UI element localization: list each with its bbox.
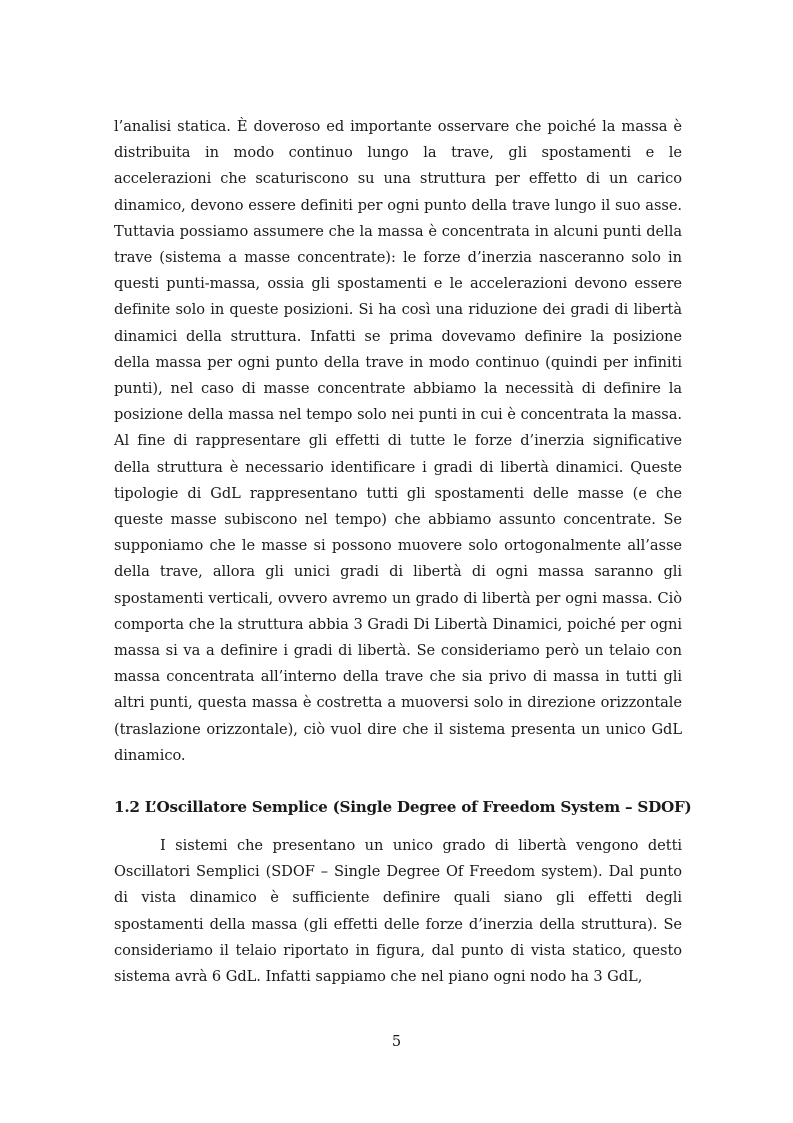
page-number: 5 — [391, 1033, 402, 1050]
page-body — [114, 114, 692, 990]
section-heading — [114, 795, 692, 819]
body-paragraph-sdof: I sistemi che presentano un unico grado di libertà vengono detti Oscillatori Semplici (SDOF – Single Degree Of Freedom system). Dal punto di vista dinamico è sufficiente definire quali siano gli effetti degli spostamenti della massa (gli effetti delle forze d’inerzia della struttura). Se consideriamo il telaio riportato in figura, dal punto di vista statico, questo sistema avrà 6 GdL. Infatti sappiamo che nel piano ogni nodo ha 3 GdL, — [114, 837, 682, 986]
body-paragraph-continuation: l’analisi statica. È doveroso ed importante osservare che poiché la massa è distribuita in modo continuo lungo la trave, gli spostamenti e le accelerazioni che scaturiscono su una struttura per effetto di un carico dinamico, devono essere definiti per ogni punto della trave lungo il suo asse. Tuttavia possiamo assumere che la massa è concentrata in alcuni punti della trave (sistema a masse concentrate): le forze d’inerzia nasceranno solo in questi punti-massa, ossia gli spostamenti e le accelerazioni devono essere definite solo in queste posizioni. Si ha così una riduzione dei gradi di libertà dinamici della struttura. Infatti se prima dovevamo definire la posizione della massa per ogni punto della trave in modo continuo (quindi per infiniti punti), nel caso di masse concentrate abbiamo la necessità di definire la posizione della massa nel tempo solo nei punti in cui è concentrata la massa. Al fine di rappresentare gli effetti di tutte le forze d’inerzia significative della struttura è necessario identificare i gradi di libertà dinamici. Queste tipologie di GdL rappresentano tutti gli spostamenti delle masse (e che queste masse subiscono nel tempo) che abbiamo assunto concentrate. Se supponiamo che le masse si possono muovere solo ortogonalmente all’asse della trave, allora gli unici gradi di libertà di ogni massa saranno gli spostamenti verticali, ovvero avremo un grado di libertà per ogni massa. Ciò comporta che la struttura abbia 3 Gradi Di Libertà Dinamici, poiché per ogni massa si va a definire i gradi di libertà. Se consideriamo però un telaio con massa concentrata all’interno della trave che sia privo di massa in tutti gli altri punti, questa massa è costretta a muoversi solo in direzione orizzontale (traslazione orizzontale), ciò vuol dire che il sistema presenta un unico GdL dinamico. — [114, 118, 682, 764]
section-title: L’Oscillatore Semplice (Single Degree of Freedom System – SDOF) — [144, 798, 692, 817]
section-number: 1.2 — [114, 798, 140, 817]
